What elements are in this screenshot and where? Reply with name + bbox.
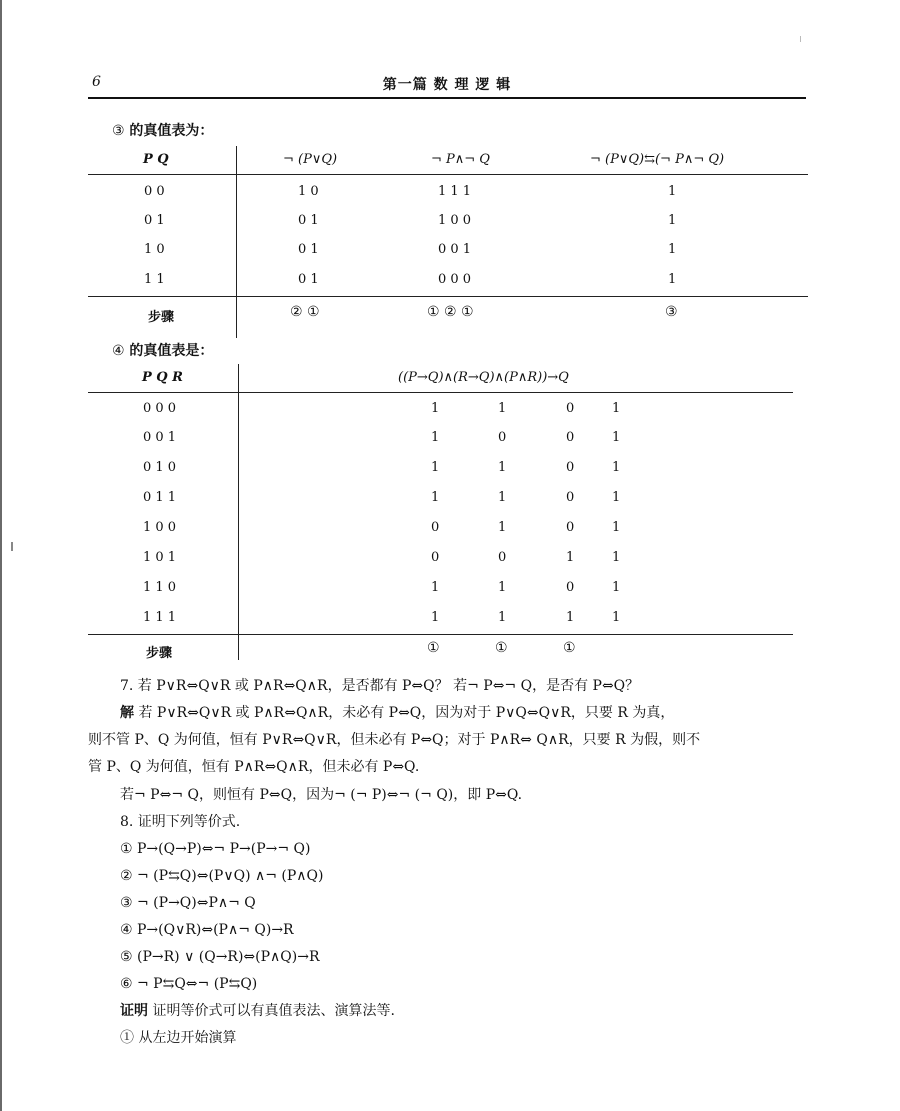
- table4-r3-pqr: 0 1 1: [143, 490, 177, 505]
- table4-r5-v1: 0: [431, 550, 440, 565]
- table3-r0-c2: 1 1 1: [438, 184, 472, 199]
- table3-caption: [112, 120, 213, 140]
- equiv-item-6: ⑥ ¬ P⇆Q⇔¬ (P⇆Q): [120, 976, 258, 992]
- table4-steps-rule: [88, 634, 793, 635]
- table4-r0-v3: 0: [566, 401, 575, 416]
- table4-r2-pqr: 0 1 0: [143, 460, 177, 475]
- table3-r3-c2: 0 0 0: [438, 272, 472, 287]
- proof-label: 证明: [120, 1003, 148, 1019]
- table4-r4-pqr: 1 0 0: [143, 520, 177, 535]
- table3-r1-c2: 1 0 0: [438, 213, 472, 228]
- solution-line-4: 若¬ P⇔¬ Q，则恒有 P⇔Q，因为¬ (¬ P)⇔¬ (¬ Q)，即 P⇔Q.: [120, 787, 523, 803]
- table3-r1-c3: 1: [668, 213, 677, 228]
- table4-r4-v2: 1: [498, 520, 507, 535]
- solution-line-3: 管 P、Q 为何值，恒有 P∧R⇔Q∧R，但未必有 P⇔Q.: [88, 759, 420, 775]
- equiv-item-1: ① P→(Q→P)⇔¬ P→(P→¬ Q): [120, 841, 311, 857]
- table4-r3-v4: 1: [612, 490, 621, 505]
- table4-r6-v1: 1: [431, 580, 440, 595]
- table4-r4-v4: 1: [612, 520, 621, 535]
- solution-line-1: [120, 703, 840, 723]
- proof-step-1: ① 从左边开始演算: [120, 1030, 237, 1046]
- table4-r7-v3: 1: [566, 610, 575, 625]
- table3-header-rule: [88, 174, 808, 175]
- table3-r2-c1: 0 1: [298, 242, 319, 257]
- table3-r3-c0: 1 1: [144, 272, 165, 287]
- table4-r0-pqr: 0 0 0: [143, 401, 177, 416]
- table3-caption-text: 的真值表为：: [124, 123, 214, 139]
- table4-r5-v3: 1: [566, 550, 575, 565]
- table3-header-notp-and-notq: ¬ P∧¬ Q: [431, 152, 490, 167]
- equiv-item-4: ④ P→(Q∨R)⇔(P∧¬ Q)→R: [120, 922, 294, 938]
- table3-header-not-por: ¬ (P∨Q): [283, 152, 338, 167]
- table4-r7-v4: 1: [612, 610, 621, 625]
- equiv-item-3: ③ ¬ (P→Q)⇔P∧¬ Q: [120, 895, 256, 911]
- table4-r1-v3: 0: [566, 430, 575, 445]
- scan-mark: [11, 542, 13, 551]
- solution-line-2: 则不管 P、Q 为何值，恒有 P∨R⇔Q∨R，但未必有 P⇔Q；对于 P∧R⇔ Q∧R，只要 R 为假，则不: [88, 732, 701, 748]
- table4-r4-v3: 0: [566, 520, 575, 535]
- table4-steps-c1: ①: [427, 640, 440, 656]
- table4-caption: [112, 340, 213, 360]
- page-number: 6: [92, 74, 101, 90]
- table4-r3-v3: 0: [566, 490, 575, 505]
- table4-r4-v1: 0: [431, 520, 440, 535]
- table4-r3-v2: 1: [498, 490, 507, 505]
- scan-mark-top: [800, 36, 801, 42]
- table4-r5-pqr: 1 0 1: [143, 550, 177, 565]
- table4-r0-v1: 1: [431, 401, 440, 416]
- table3-r1-c0: 0 1: [144, 213, 165, 228]
- table4-steps-label: 步骤: [146, 646, 173, 661]
- table3-r3-c1: 0 1: [298, 272, 319, 287]
- table4-r0-v4: 1: [612, 401, 621, 416]
- table4-r7-pqr: 1 1 1: [143, 610, 177, 625]
- table4-r2-v3: 0: [566, 460, 575, 475]
- table4-caption-num: ④: [112, 343, 125, 359]
- table3-r3-c3: 1: [668, 272, 677, 287]
- header-rule: [88, 97, 806, 99]
- table3-r2-c0: 1 0: [144, 242, 165, 257]
- table4-r1-pqr: 0 0 1: [143, 430, 177, 445]
- table3-caption-num: ③: [112, 123, 125, 139]
- table4-r6-pqr: 1 1 0: [143, 580, 177, 595]
- table4-header-rule: [88, 392, 793, 393]
- table4-r2-v4: 1: [612, 460, 621, 475]
- table3-steps-c2: ① ② ①: [427, 304, 474, 320]
- table4-r2-v2: 1: [498, 460, 507, 475]
- page-left-edge: [0, 0, 2, 1111]
- table4-r6-v2: 1: [498, 580, 507, 595]
- page-header: [88, 74, 806, 96]
- running-title: 第一篇 数 理 逻 辑: [382, 77, 512, 93]
- table3-steps-c3: ③: [665, 304, 678, 320]
- table4-r7-v1: 1: [431, 610, 440, 625]
- equiv-item-2: ② ¬ (P⇆Q)⇔(P∨Q) ∧¬ (P∧Q): [120, 868, 324, 884]
- table4-r2-v1: 1: [431, 460, 440, 475]
- proof-line: [120, 1001, 840, 1021]
- table3-r0-c1: 1 0: [298, 184, 319, 199]
- table3-header-pq: P Q: [143, 152, 169, 167]
- table3-steps-label: 步骤: [148, 310, 175, 325]
- table4-r1-v2: 0: [498, 430, 507, 445]
- question-8: 8. 证明下列等价式.: [120, 814, 241, 830]
- solution-label: 解: [120, 705, 134, 721]
- table4-r1-v4: 1: [612, 430, 621, 445]
- table3-r0-c0: 0 0: [144, 184, 165, 199]
- table4-r6-v4: 1: [612, 580, 621, 595]
- table4-r6-v3: 0: [566, 580, 575, 595]
- table4-r1-v1: 1: [431, 430, 440, 445]
- table4-r5-v2: 0: [498, 550, 507, 565]
- table3-r2-c3: 1: [668, 242, 677, 257]
- question-7: 7. 若 P∨R⇔Q∨R 或 P∧R⇔Q∧R，是否都有 P⇔Q？ 若¬ P⇔¬ Q，是否有 P⇔Q？: [120, 678, 640, 694]
- table3-header-equiv: ¬ (P∨Q)⇆(¬ P∧¬ Q): [590, 152, 725, 167]
- table4-header-formula: ((P→Q)∧(R→Q)∧(P∧R))→Q: [398, 370, 569, 385]
- table4-r0-v2: 1: [498, 401, 507, 416]
- table3-r0-c3: 1: [668, 184, 677, 199]
- table4-r3-v1: 1: [431, 490, 440, 505]
- solution-text-1: 若 P∨R⇔Q∨R 或 P∧R⇔Q∧R，未必有 P⇔Q，因为对于 P∨Q⇔Q∨R，只要 R 为真，: [134, 705, 675, 721]
- table4-header-pqr: P Q R: [142, 370, 183, 385]
- table3-r1-c1: 0 1: [298, 213, 319, 228]
- table4-steps-c2: ①: [495, 640, 508, 656]
- table3-r2-c2: 0 0 1: [438, 242, 472, 257]
- table4-r5-v4: 1: [612, 550, 621, 565]
- table4-vertical-rule: [238, 364, 239, 660]
- table4-r7-v2: 1: [498, 610, 507, 625]
- proof-text: 证明等价式可以有真值表法、演算法等.: [148, 1003, 395, 1019]
- table4-steps-c3: ①: [563, 640, 576, 656]
- equiv-item-5: ⑤ (P→R) ∨ (Q→R)⇔(P∧Q)→R: [120, 949, 320, 965]
- table3-steps-rule: [88, 296, 808, 297]
- table3-steps-c1: ② ①: [290, 304, 320, 320]
- table4-caption-text: 的真值表是：: [124, 343, 214, 359]
